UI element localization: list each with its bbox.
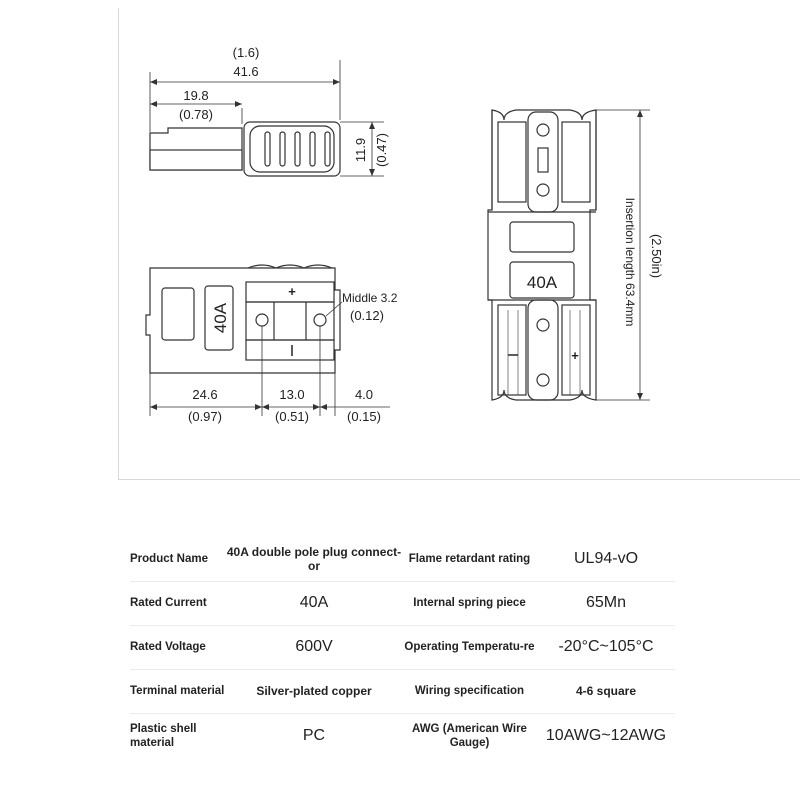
insertion-length: Insertion length 63.4mm (623, 197, 637, 327)
body-in: (0.78) (179, 107, 213, 122)
spec-row-plastic-shell (130, 714, 675, 758)
spec-label: Rated Voltage (130, 641, 206, 654)
w3-mm: 4.0 (354, 387, 374, 402)
length-in: (2.50in) (649, 233, 664, 279)
height-in: (0.47) (374, 133, 389, 167)
spec-value: PC (302, 726, 326, 744)
spec-row-rated-voltage (130, 626, 675, 670)
w3-in: (0.15) (347, 409, 381, 424)
spec-label: Operating Temperatu-re (404, 641, 535, 654)
top-40a-label: 40A (526, 273, 558, 292)
spec-row-product-name (130, 538, 675, 582)
spec-value: 40A double pole plug connect-or (226, 544, 402, 573)
spec-row-terminal-material (130, 670, 675, 714)
spec-value: UL94-vO (573, 550, 639, 568)
spec-label: Plastic shell material (130, 722, 197, 749)
height-mm: 11.9 (353, 137, 368, 163)
middle-in: (0.12) (350, 308, 384, 323)
w1-in: (0.97) (188, 409, 222, 424)
top-plus-mark: + (571, 348, 579, 363)
middle-label: Middle 3.2 (342, 291, 398, 305)
w1-mm: 24.6 (192, 387, 218, 402)
spec-label: Wiring specification (414, 685, 525, 698)
spec-table (130, 538, 675, 758)
w2-in: (0.51) (275, 409, 309, 424)
spec-label: Flame retardant rating (408, 553, 531, 566)
spec-value: 40A (299, 594, 329, 612)
spec-label: Internal spring piece (413, 597, 526, 610)
spec-row-rated-current (130, 582, 675, 626)
spec-label: Terminal material (130, 685, 225, 698)
spec-value: 600V (295, 638, 333, 656)
front-40a-label: 40A (211, 302, 230, 334)
front-view (146, 265, 390, 416)
w2-mm: 13.0 (279, 387, 305, 402)
spec-value: 65Mn (585, 594, 627, 612)
spec-label: Rated Current (130, 597, 207, 610)
overall-mm: 41.6 (233, 64, 259, 79)
spec-value: Silver-plated copper (256, 683, 372, 698)
overall-in: (1.6) (232, 45, 260, 60)
spec-label: Product Name (130, 553, 208, 566)
front-plus-mark: + (288, 284, 296, 299)
spec-value: 10AWG~12AWG (545, 726, 667, 744)
spec-value: -20°C~105°C (558, 638, 654, 656)
spec-label: AWG (American Wire Gauge) (412, 722, 527, 749)
spec-value: 4-6 square (575, 683, 637, 698)
body-mm: 19.8 (183, 88, 209, 103)
